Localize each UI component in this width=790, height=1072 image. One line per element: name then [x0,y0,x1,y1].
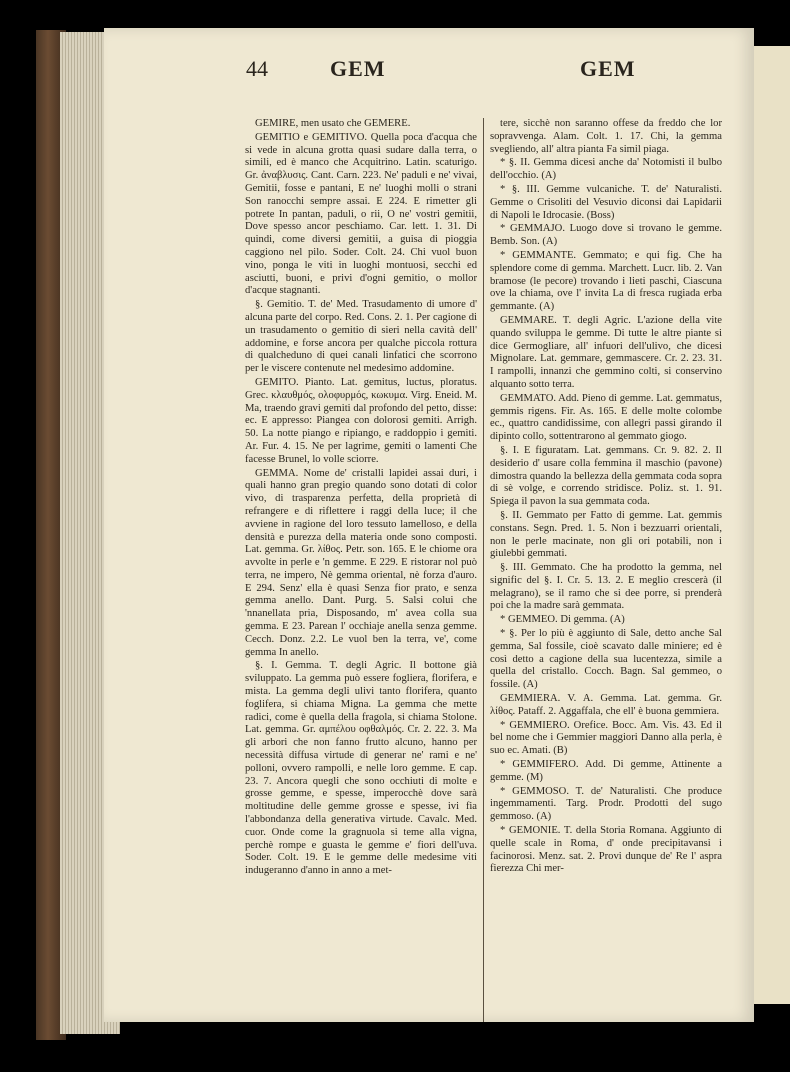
dictionary-entry: §. II. Gemmato per Fatto di gemme. Lat. gemmis constans. Segn. Pred. 1. 5. Non i bezzuarri orientali, non le perle macinate, non gli ori potabili, non i giulebbi gemmati. [490,509,722,560]
dictionary-entry: * GEMMIFERO. Add. Di gemme, Attinente a gemme. (M) [490,759,722,783]
page-number: 44 [246,56,268,81]
dictionary-entry: §. I. Gemma. T. degli Agric. Il bottone già sviluppato. La gemma può essere fogliera, florifera, e mista. La gemma degli ulivi tanto florifera, quanto foglifera, si chiama Migna. La gemma che mette radici, come è quella della fragola, si chiama Stolone. Lat. gemma. Gr. αμπέλου οφθαλμός. Cr. 2. 22. 3. Ma gli arbori che non fanno frutto alcuno, hanno per necessità diffusa virtude di generar ne' rami e ne' polloni, ovvero rampolli, e nelle loro gemme. E cap. 23. 7. Ancora quegli che sono occhiuti di molte e grosse gemme, e spesse, imperocchè dove sarà moltitudine delle gemme grosse e spesse, ivi fia l'abbondanza della generativa virtude. Cavalc. Med. cuor. Onde come la gragnuola si teme alla vigna, perchè rompe e guasta le gemme e' fiori dell'uva. Soder. Colt. 19. E le gemme delle medesime viti indugeranno d'anno in anno a met- [245,660,477,877]
dictionary-entry: * GEMONIE. T. della Storia Romana. Aggiunto di quelle scale in Roma, d' onde precipitavansi i facinorosi. Menz. sat. 2. Provi dunque de' Re l' aspra fierezza Chi mer- [490,825,722,875]
dictionary-entry: §. III. Gemmato. Che ha prodotto la gemma, nel signific del §. I. Cr. 5. 13. 2. E meglio crescerà (il melagrano), se il ramo che si dee porre, si prenderà poi che la madre sarà gemmata. [490,562,722,612]
column-rule [483,118,484,1022]
dictionary-entry: * §. Per lo più è aggiunto di Sale, detto anche Sal gemma, Sal fossile, cioè scavato dalle miniere; ed è così detto a cagione della sua lucentezza, simile a quella del cristallo. Cocch. Bagn. Sal gemmeo, o fossile. (A) [490,628,722,691]
dictionary-entry: * §. III. Gemme vulcaniche. T. de' Naturalisti. Gemme o Crisoliti del Vesuvio diconsi dai Lapidarii di Napoli le Idrocasie. (Boss) [490,183,722,221]
left-guide-word: GEM [330,56,386,81]
left-column [245,118,477,879]
dictionary-entry: GEMITO. Pianto. Lat. gemitus, luctus, ploratus. Grec. κλαυθμός, ολοφυρμός, κωκυμα. Virg. Eneid. M. Ma, traendo gravi gemiti dal profondo del petto, disse: ec. E appresso: Piangea con dolorosi gemiti. Arrigh. 50. La notte piango e ripiango, e raddoppio i gemiti. Ar. Fur. 4. 15. Ne per lagrime, gemiti o lamenti Che facesse Brunel, lo volle sciorre. [245,376,477,465]
right-guide-word: GEM [580,56,636,81]
next-page-edge [752,46,790,1004]
dictionary-entry: §. I. E figuratam. Lat. gemmans. Cr. 9. 82. 2. Il desiderio d' usare colla femmina il maschio (pavone) dimostra quando la bellezza della gemmata coda sopra di sè volge, e correndo stridisce. Poliz. st. 1. 91. Spiega il pavon la sua gemmata coda. [490,444,722,508]
dictionary-entry: GEMMIERA. V. A. Gemma. Lat. gemma. Gr. λίθος. Pataff. 2. Aggaffala, che ell' è buona gemmiera. [490,693,722,717]
dictionary-entry: * §. II. Gemma dicesi anche da' Notomisti il bulbo dell'occhio. (A) [490,157,722,182]
dictionary-entry: GEMMA. Nome de' cristalli lapidei assai duri, i quali hanno gran pregio quando sono dotati di color vivo, di trasparenza perfetta, della proprietà di refrangere e di riflettere i raggi della luce; il che avviene in ragione del loro tessuto lamelloso, e della densità e purezza della materia onde sono composti. Lat. gemma. Gr. λίθος. Petr. son. 165. E le chiome ora avvolte in perle e 'n gemme. E 229. E ristorar nol può terra, ne impero, Nè gemma oriental, nè forza d'auro. E 294. Senz' ella è quasi Senza fior prato, e senza gemma anello. Dant. Purg. 5. Salsi colui che 'nnanellata pria, Disposando, m' avea colla sua gemma. E 23. Parean l' occhiaje anella senza gemme. Cecch. Donz. 2.2. Le vuol ben la terra, ve', come gemma In anello. [245,467,477,658]
dictionary-entry: GEMMARE. T. degli Agric. L'azione della vite quando sviluppa le gemme. Di tutte le altre piante si dice Germogliare, all' infuori dell'ulivo, che dicesi Mignolare. Lat. gemmare, gemmascere. Cr. 2. 23. 31. I rampolli, innanzi che gemmino colti, si conservino alquanto sotto terra. [490,314,722,390]
dictionary-entry: * GEMMIERO. Orefice. Bocc. Am. Vis. 43. Ed il bel nome che i Gemmier maggiori Danno alla perla, è suo ec. Amati. (B) [490,719,722,757]
right-column [490,118,722,877]
dictionary-entry: * GEMMANTE. Gemmato; e qui fig. Che ha splendore come di gemma. Marchett. Lucr. lib. 2. Van bramose (le pecore) trovando i lieti paschi, Ciascuna ove la chiama, ove l' invita La di fresca rugiada erba gemmante. (A) [490,249,722,313]
dictionary-entry: * GEMMOSO. T. de' Naturalisti. Che produce ingemmamenti. Targ. Prodr. Prodotti del sugo gemmoso. (A) [490,785,722,823]
dictionary-entry: * GEMMEO. Di gemma. (A) [500,614,625,626]
dictionary-entry: GEMITIO e GEMITIVO. Quella poca d'acqua che si vede in alcuna grotta quasi sudare dalla terra, o simili, ed è manco che Acquitrino. Latin. scaturigo. Gr. ἀναβλυσις. Cant. Carn. 223. Ne' paduli e ne' vivai, Gemitii, fosse e pantani, E ne' luoghi molli o strani Son ranocchi sempre assai. E 224. E rimetter gli potrete In pantan, paduli, o rii, O ne' vostri gemitii, Dove spesso ancor peschiamo. Car. lett. 1. 31. Di quindi, come diversi gemitii, a guisa di pioggia caggiono nel pilo. Soder. Colt. 24. Chi vuol buon vino, ponga le viti in luoghi montuosi, secchi ed asciutti, buoni, e privi d'ogni gemitio, o mollor d'acque stagnanti. [245,131,477,297]
dictionary-entry: §. Gemitio. T. de' Med. Trasudamento di umore d' alcuna parte del corpo. Red. Cons. 2. 1. Per cagione di un trasudamento o gemitio di sieri nella cavità dell' addomine, e forse ancora per qualche piccola rottura di qualcheduno di quei canali linfatici che scorrono per le viscere contenute nel medesimo addomine. [245,299,477,375]
dictionary-entry: tere, sicchè non saranno offese da freddo che lor sopravvenga. Alam. Colt. 1. 17. Chi, la gemma svegliendo, all' altra pianta Fa simil piaga. [490,118,722,155]
dictionary-entry: GEMIRE, men usato che GEMERE. [255,118,411,129]
dictionary-entry: GEMMATO. Add. Pieno di gemme. Lat. gemmatus, gemmis rigens. Fir. As. 165. E delle molte colombe ec., quattro candidissime, con allegri passi girando il dipinto collo, sottentrarono al gemmato giogo. [490,392,722,443]
dictionary-entry: * GEMMAJO. Luogo dove si trovano le gemme. Bemb. Son. (A) [490,223,722,248]
